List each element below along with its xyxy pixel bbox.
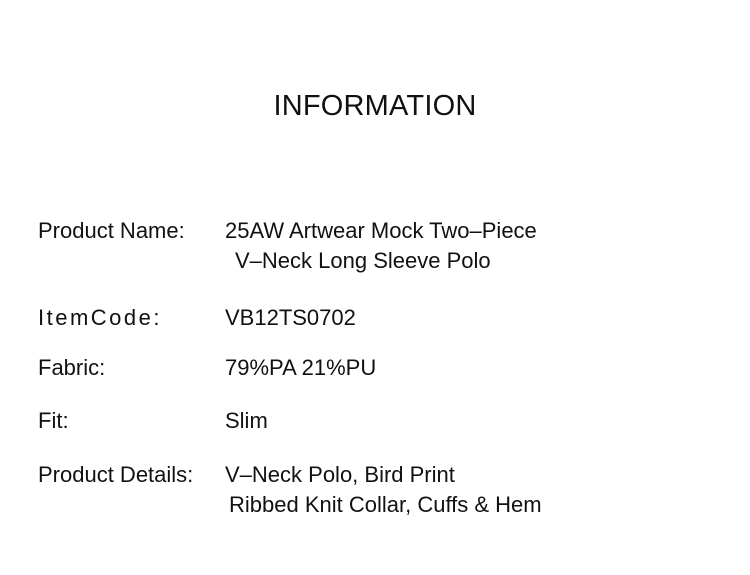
spec-label-itemcode: ItemCode: — [38, 305, 162, 330]
spec-row-fabric — [38, 353, 730, 383]
spec-value-fabric — [225, 353, 730, 383]
spec-value-fit — [225, 406, 730, 436]
spec-row-product-details — [38, 460, 730, 520]
spec-label-fabric: Fabric: — [38, 355, 106, 380]
spec-row-itemcode — [38, 303, 730, 333]
itemcode-value: VB12TS0702 — [225, 305, 356, 330]
spec-row-fit — [38, 406, 730, 436]
spec-label-fit: Fit: — [38, 408, 69, 433]
spec-row-product-name — [38, 216, 730, 276]
fabric-value: 79%PA 21%PU — [225, 355, 377, 380]
product-details-line-1: V–Neck Polo, Bird Print — [225, 462, 455, 487]
spec-value-itemcode — [225, 303, 730, 333]
product-name-line-2: V–Neck Long Sleeve Polo — [235, 248, 491, 273]
spec-label-product-name: Product Name: — [38, 218, 185, 243]
spec-label-product-details: Product Details: — [38, 462, 194, 487]
product-details-line-2: Ribbed Knit Collar, Cuffs & Hem — [229, 492, 542, 517]
product-name-line-1: 25AW Artwear Mock Two–Piece — [225, 218, 537, 243]
fit-value: Slim — [225, 408, 268, 433]
spec-value-product-name — [225, 216, 730, 276]
page-title: INFORMATION — [273, 90, 477, 122]
spec-value-product-details — [225, 460, 730, 520]
